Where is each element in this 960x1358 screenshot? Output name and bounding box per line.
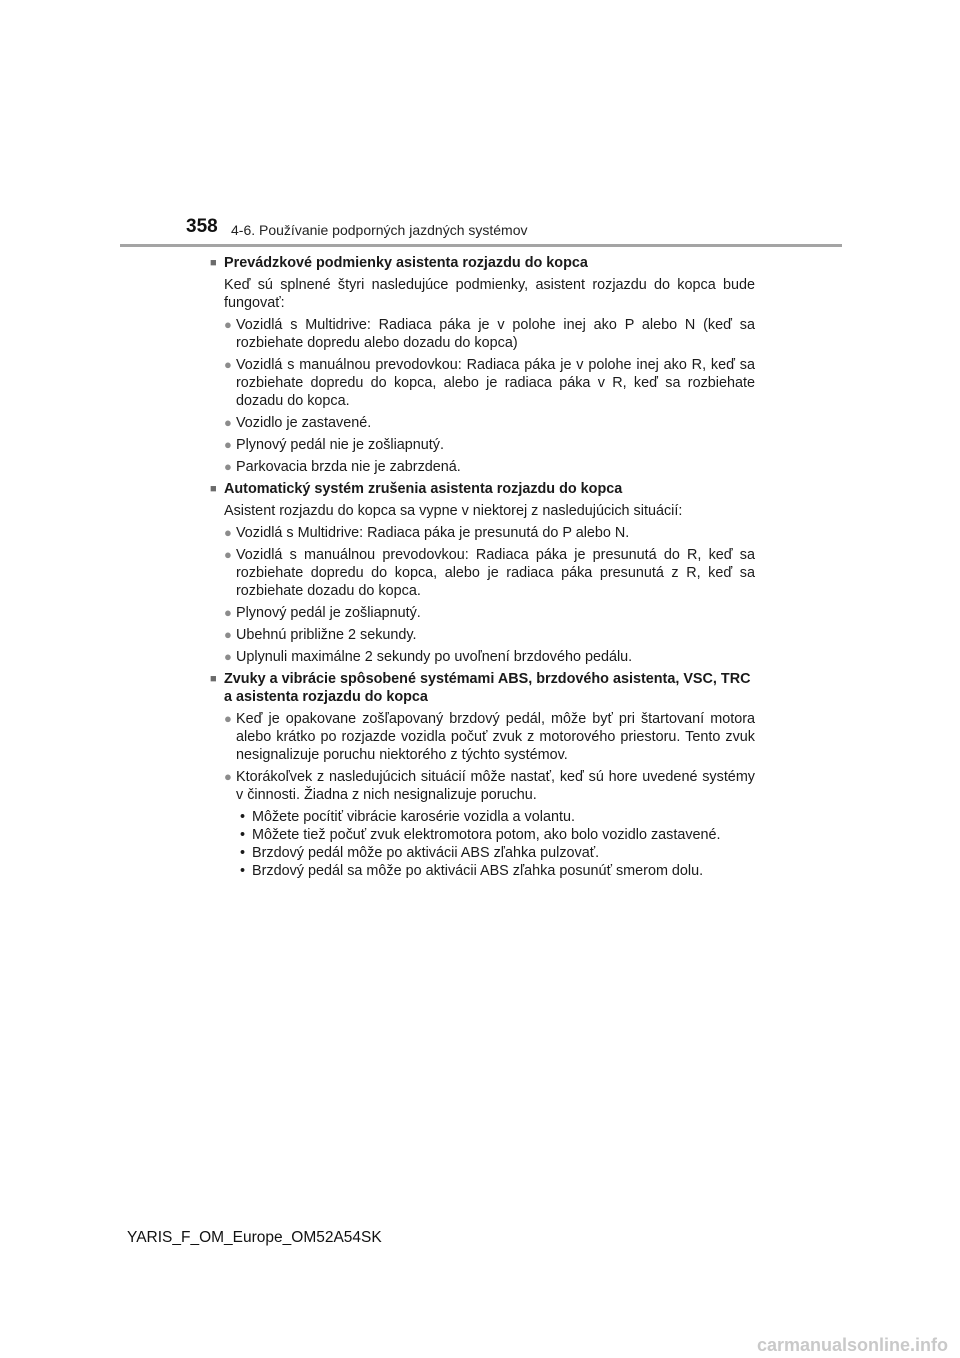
heading-text: Zvuky a vibrácie spôsobené systémami ABS, brzdového asistenta, VSC, TRC a asistenta rozjazdu do kopca	[224, 671, 751, 705]
list-item	[224, 626, 755, 644]
heading-text: Automatický systém zrušenia asistenta rozjazdu do kopca	[224, 481, 623, 497]
list-item	[224, 356, 755, 410]
list-item	[224, 648, 755, 666]
square-bullet-icon: ■	[210, 257, 217, 269]
section-intro: Keď sú splnené štyri nasledujúce podmienky, asistent rozjazdu do kopca bude fungovať:	[224, 277, 755, 311]
heading-text: Prevádzkové podmienky asistenta rozjazdu do kopca	[224, 255, 588, 271]
section-heading	[210, 480, 755, 498]
section-automatic-cancel	[210, 480, 755, 666]
sub-list-item	[240, 862, 755, 880]
list-item	[224, 458, 755, 476]
sub-list-item	[240, 826, 755, 844]
list-item-text: Vozidlá s manuálnou prevodovkou: Radiaca páka je presunutá do R, keď sa rozbiehate dopredu do kopca, alebo je radiaca páka presunutá z R, keď sa rozbiehate dozadu do kopca.	[236, 547, 755, 599]
list-item	[224, 546, 755, 600]
list-item	[224, 524, 755, 542]
list-item	[224, 316, 755, 352]
round-bullet-icon: ●	[224, 415, 232, 430]
sub-list-item	[240, 808, 755, 826]
list-item-text: Ktorákoľvek z nasledujúcich situácií môže nastať, keď sú hore uvedené systémy v činnosti. Žiadna z nich nesignalizuje poruchu.	[236, 769, 755, 803]
list-item-text: Plynový pedál nie je zošliapnutý.	[236, 437, 444, 453]
list-item-text: Uplynuli maximálne 2 sekundy po uvoľnení brzdového pedálu.	[236, 649, 633, 665]
round-bullet-icon: ●	[224, 627, 232, 642]
round-bullet-icon: ●	[224, 711, 232, 726]
page-content	[210, 254, 755, 884]
section-operating-conditions	[210, 254, 755, 476]
round-bullet-icon: ●	[224, 605, 232, 620]
list-item-text: Plynový pedál je zošliapnutý.	[236, 605, 421, 621]
list-item-text: Vozidlá s Multidrive: Radiaca páka je v polohe inej ako P alebo N (keď sa rozbiehate dopredu alebo dozadu do kopca)	[236, 317, 755, 351]
square-bullet-icon: ■	[210, 673, 217, 685]
round-bullet-icon: ●	[224, 459, 232, 474]
small-bullet-icon: •	[240, 827, 246, 843]
sub-list	[240, 808, 755, 880]
section-title: 4-6. Používanie podporných jazdných systémov	[231, 222, 528, 238]
list-item-text: Vozidlá s Multidrive: Radiaca páka je presunutá do P alebo N.	[236, 525, 630, 541]
sub-list-item-text: Brzdový pedál môže po aktivácii ABS zľahka pulzovať.	[252, 845, 600, 861]
round-bullet-icon: ●	[224, 437, 232, 452]
list-item	[224, 414, 755, 432]
list-item-text: Ubehnú približne 2 sekundy.	[236, 627, 417, 643]
round-bullet-icon: ●	[224, 357, 232, 372]
list-item-text: Vozidlo je zastavené.	[236, 415, 372, 431]
list-item	[224, 768, 755, 804]
section-heading	[210, 254, 755, 272]
list-item-text: Vozidlá s manuálnou prevodovkou: Radiaca páka je v polohe inej ako R, keď sa rozbiehate dopredu do kopca, alebo je radiaca páka v R, keď sa rozbiehate dozadu do kopca.	[236, 357, 755, 409]
round-bullet-icon: ●	[224, 769, 232, 784]
section-intro: Asistent rozjazdu do kopca sa vypne v niektorej z nasledujúcich situácií:	[224, 503, 683, 519]
page-number: 358	[186, 216, 218, 237]
small-bullet-icon: •	[240, 845, 246, 861]
sub-list-item-text: Brzdový pedál sa môže po aktivácii ABS zľahka posunúť smerom dolu.	[252, 863, 704, 879]
round-bullet-icon: ●	[224, 317, 232, 332]
square-bullet-icon: ■	[210, 483, 217, 495]
sub-list-item-text: Môžete pocítiť vibrácie karosérie vozidla a volantu.	[252, 809, 575, 825]
list-item-text: Keď je opakovane zošľapovaný brzdový pedál, môže byť pri štartovaní motora alebo krátko po rozjazde vozidla počuť zvuk z motorového priestoru. Tento zvuk nesignalizuje poruchu niektorého z týchto systémov.	[236, 711, 755, 763]
list-item	[224, 710, 755, 764]
round-bullet-icon: ●	[224, 649, 232, 664]
list-item-text: Parkovacia brzda nie je zabrzdená.	[236, 459, 461, 475]
sub-list-item	[240, 844, 755, 862]
document-code: YARIS_F_OM_Europe_OM52A54SK	[127, 1229, 382, 1246]
small-bullet-icon: •	[240, 809, 246, 825]
list-item	[224, 604, 755, 622]
small-bullet-icon: •	[240, 863, 246, 879]
sub-list-item-text: Môžete tiež počuť zvuk elektromotora potom, ako bolo vozidlo zastavené.	[252, 827, 721, 843]
header-divider	[120, 244, 842, 247]
list-item	[224, 436, 755, 454]
section-heading	[210, 670, 755, 706]
round-bullet-icon: ●	[224, 525, 232, 540]
watermark: carmanualsonline.info	[756, 1335, 948, 1355]
section-sounds-vibrations	[210, 670, 755, 880]
round-bullet-icon: ●	[224, 547, 232, 562]
